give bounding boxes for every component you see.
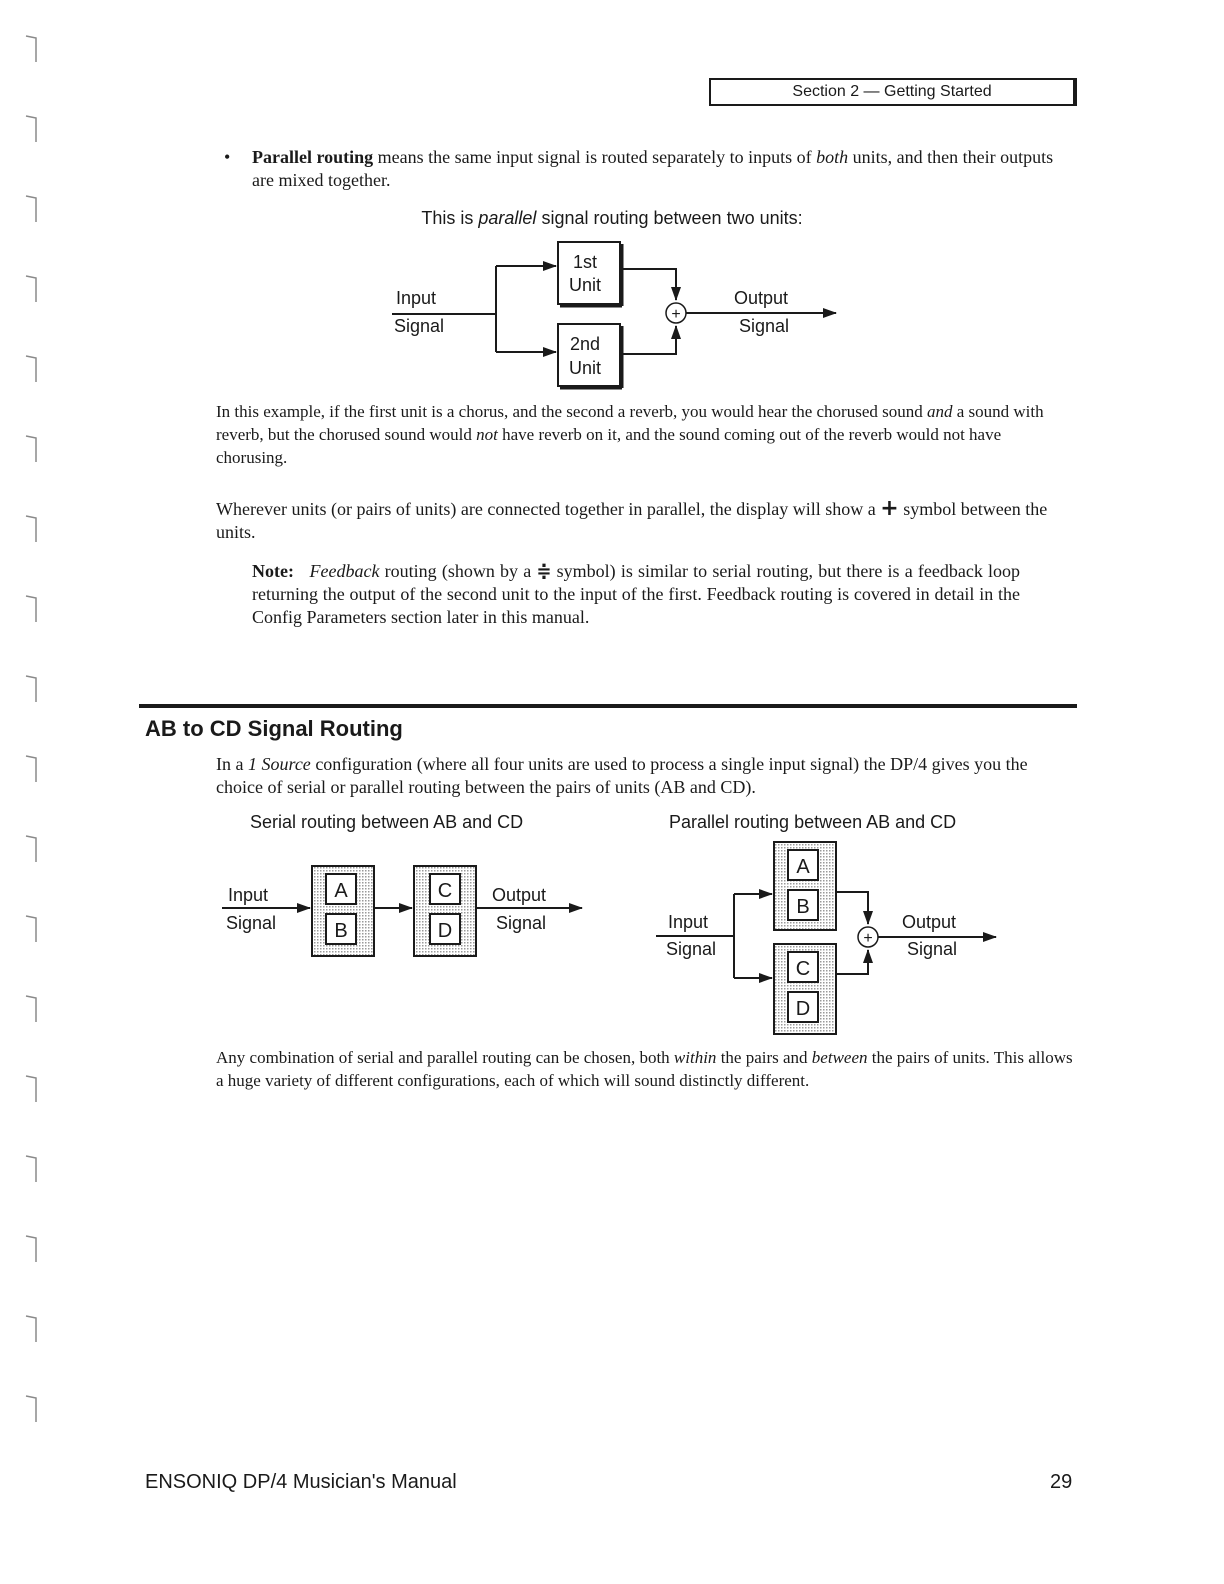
page-number: 29 [1050, 1471, 1073, 1493]
emphasis: not [476, 425, 498, 444]
text: the pairs of units. This allows a huge variety of different configurations, each of which will sound distinctly different. [216, 1048, 1073, 1090]
text: a sound with reverb, but the chorused sound would [216, 402, 1044, 444]
unit1-label-1: 1st [572, 252, 598, 272]
text: configuration (where all four units are used to process a single input signal) the DP/4 gives you the choice of serial or parallel routing between the pairs of units (AB and CD). [216, 754, 1028, 797]
emphasis: between [811, 1048, 868, 1067]
unit-d-label: D [795, 998, 811, 1020]
binding-mark [26, 1396, 36, 1422]
footer-manual-title: ENSONIQ DP/4 Musician's Manual [145, 1471, 457, 1493]
emphasis: both [816, 147, 849, 167]
mixer-plus-symbol: + [863, 930, 873, 947]
unit2-out-arrow [620, 326, 676, 354]
text: symbol) is similar to serial routing, but there is a feedback loop returning the output of the second unit to the input of the first. Feedback routing is covered in detail in the Config Parameters section later in this manual. [252, 561, 1021, 627]
binding-mark [26, 1076, 36, 1102]
input-label-1: Input [396, 288, 437, 308]
text: Wherever units (or pairs of units) are connected together in parallel, the display will show a [216, 499, 881, 519]
binding-mark [26, 1236, 36, 1262]
parallel-diagram-caption [0, 208, 1224, 229]
text: units, and then their outputs are mixed together. [252, 147, 1054, 190]
binding-mark [26, 596, 36, 622]
parallel-display-paragraph [216, 497, 1076, 544]
mixer-plus-symbol: + [671, 306, 681, 323]
term-parallel-routing: Parallel routing [252, 147, 374, 167]
section-header: Section 2 — Getting Started [709, 78, 1077, 106]
binding-mark [26, 916, 36, 942]
binding-mark [26, 36, 36, 62]
ab-out-arrow [836, 892, 868, 924]
input-label-2: Signal [666, 939, 717, 959]
feedback-symbol-icon: ≑ [536, 561, 552, 582]
unit1-label-2: Unit [568, 275, 602, 295]
unit-a-label: A [796, 856, 810, 878]
binding-mark [26, 676, 36, 702]
ab-cd-intro-paragraph [216, 753, 1076, 799]
input-label-2: Signal [226, 913, 277, 933]
caption-emphasis: parallel [478, 208, 537, 228]
text: Any combination of serial and parallel routing can be chosen, both [216, 1048, 674, 1067]
text: the pairs and [716, 1048, 812, 1067]
output-label-2: Signal [739, 316, 790, 336]
note-label: Note: [252, 561, 294, 581]
parallel-routing-definition [252, 146, 1072, 192]
example-paragraph [216, 400, 1076, 469]
output-label-2: Signal [907, 939, 958, 959]
unit-d-label: D [437, 920, 453, 942]
text: routing (shown by a [379, 561, 537, 581]
binding-mark [26, 1316, 36, 1342]
serial-diagram-caption: Serial routing between AB and CD [250, 812, 524, 832]
text: means the same input signal is routed separately to inputs of [373, 147, 817, 167]
binding-mark [26, 836, 36, 862]
unit-c-label: C [437, 880, 453, 902]
text: In this example, if the first unit is a chorus, and the second a reverb, you would hear the chorused sound [216, 402, 927, 421]
unit1-out-arrow [620, 269, 676, 300]
emphasis: 1 Source [247, 754, 311, 774]
unit-a-label: A [334, 880, 348, 902]
text: symbol between the units. [216, 499, 1048, 542]
feedback-note [252, 560, 1020, 629]
output-label-1: Output [902, 912, 957, 932]
binding-mark [26, 436, 36, 462]
binding-mark [26, 356, 36, 382]
section-divider [139, 704, 1077, 708]
binding-mark [26, 756, 36, 782]
binding-marks [0, 0, 60, 1584]
caption-text: This is [421, 208, 479, 228]
emphasis: within [673, 1048, 717, 1067]
input-label-1: Input [668, 912, 709, 932]
cd-out-arrow [836, 950, 868, 974]
output-label-1: Output [492, 885, 547, 905]
input-label-2: Signal [394, 316, 445, 336]
serial-ab-cd-diagram [218, 858, 590, 968]
output-label-2: Signal [496, 913, 547, 933]
unit-b-label: B [334, 920, 348, 942]
binding-mark [26, 996, 36, 1022]
emphasis: Feedback [309, 561, 380, 581]
bullet-dot: • [224, 147, 231, 167]
parallel-ab-cd-diagram [652, 838, 1002, 1042]
input-label-1: Input [228, 885, 269, 905]
binding-mark [26, 516, 36, 542]
text: have reverb on it, and the sound coming out of the reverb would not have chorusing. [216, 425, 1002, 467]
unit2-label-1: 2nd [569, 334, 601, 354]
parallel-plus-icon: + [880, 496, 899, 521]
parallel-ab-diagram-caption: Parallel routing between AB and CD [669, 812, 957, 832]
combination-paragraph [216, 1046, 1076, 1092]
emphasis: and [926, 402, 953, 421]
binding-mark [26, 276, 36, 302]
caption-text: signal routing between two units: [536, 208, 803, 228]
binding-mark [26, 1156, 36, 1182]
binding-mark [26, 116, 36, 142]
parallel-routing-diagram [380, 236, 860, 392]
unit2-label-2: Unit [568, 358, 602, 378]
output-label-1: Output [734, 288, 789, 308]
unit-c-label: C [795, 958, 811, 980]
unit-b-label: B [796, 896, 810, 918]
section-heading: AB to CD Signal Routing [145, 716, 403, 741]
text: In a [216, 754, 248, 774]
